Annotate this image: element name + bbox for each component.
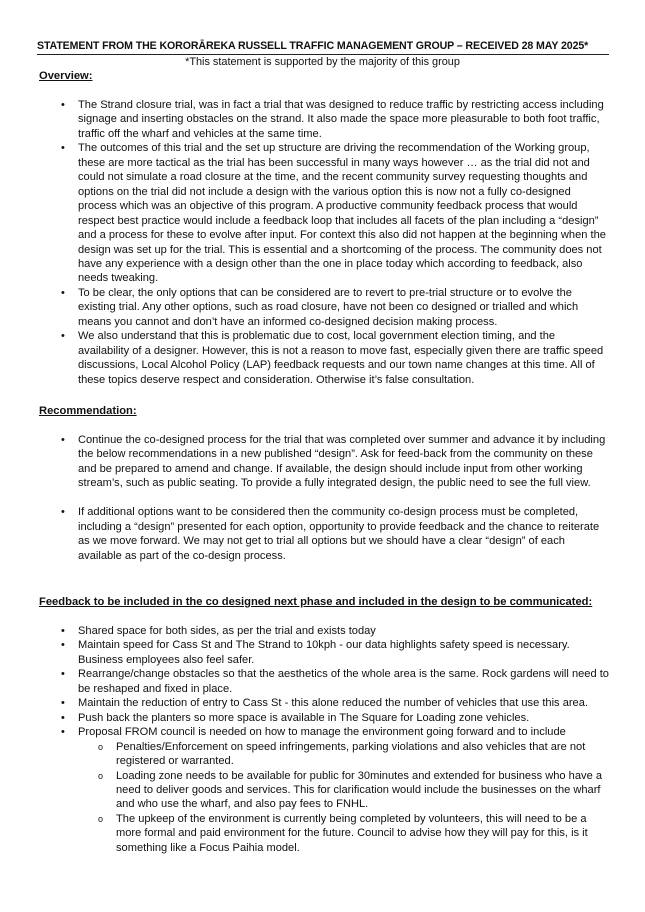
feedback-item-text: Shared space for both sides, as per the trial and exists today: [78, 625, 376, 637]
feedback-list: [39, 624, 609, 855]
feedback-heading: Feedback to be included in the co designed next phase and included in the design to be communicated:: [39, 596, 593, 608]
sub-bullet-marker: o: [98, 770, 104, 781]
feedback-item-text: Push back the planters so more space is available in The Square for Loading zone vehicles.: [78, 711, 530, 724]
overview-item-text: We also understand that this is problematic due to cost, local government election timing, and the availability of a designer. However, this is not a reason to move fast, especially given there are traffic speed discussions, Local Alcohol Policy (LAP) feedback requests and our town name changes at this time. All of these topics deserve respect and consideration. Otherwise it’s false consultation.: [78, 330, 604, 386]
feedback-subitem: [78, 740, 609, 769]
bullet-marker: •: [61, 286, 65, 299]
recommendation-heading: Recommendation:: [39, 405, 137, 417]
feedback-item: [39, 667, 609, 696]
feedback-subitem-text: Penalties/Enforcement on speed infringements, parking violations and also vehicles that are not registered or warranted.: [116, 740, 586, 768]
sub-bullet-marker: o: [98, 813, 104, 824]
feedback-sublist: [78, 740, 609, 856]
list-spacer: [39, 491, 609, 505]
overview-item: [39, 141, 609, 286]
bullet-marker: •: [61, 697, 65, 710]
bullet-marker: •: [61, 668, 65, 681]
overview-item-text: The outcomes of this trial and the set up structure are driving the recommendation of the Working group, these are more tactical as the trial has been successful in many ways however … as the trial did not and could not simulate a road closure at the time, and the recent community survey requesting thoughts and options on the trial did not include a design with the various option this is now not a fully co-designed process which was an objective of this program. A productive community feedback process that would respect best practice would include a feedback loop that includes all facets of the plan including a “design” and a process for these to evolve after input. For context this also did not happen at the beginning when the design was set up for the trial. This is essential and a shortcoming of the process. The community does not have any experience with a design other than the one in place today which according to feedback, also needs tweaking.: [78, 142, 606, 285]
document-subtitle: *This statement is supported by the majority of this group: [185, 56, 460, 68]
feedback-item-text: Maintain speed for Cass St and The Strand to 10kph - our data highlights safety speed is necessary. Business employees also feel safer.: [78, 639, 570, 666]
feedback-subitem-text: The upkeep of the environment is currently being completed by volunteers, this will need to be a more formal and paid environment for the future. Council to advise how they will pay for this, is it something like a Focus Paihia model.: [116, 812, 588, 854]
sub-bullet-marker: o: [98, 741, 104, 752]
bullet-marker: •: [61, 639, 65, 652]
bullet-marker: •: [61, 711, 65, 724]
feedback-item-text: Rearrange/change obstacles so that the aesthetics of the whole area is the same. Rock gardens will need to be reshaped and fixed in place.: [78, 668, 609, 695]
recommendation-item-text: If additional options want to be considered then the community co-design process must be completed, including a “design” presented for each option, opportunity to provide feedback and the chance to reiterate as we move forward. We may not get to trial all options but we should have a clear “design” of each available as part of the co-design process.: [78, 506, 600, 562]
feedback-item: [39, 725, 609, 855]
feedback-item: [39, 624, 609, 638]
recommendation-list: [39, 433, 609, 563]
overview-item-text: To be clear, the only options that can be considered are to revert to pre-trial structure or to evolve the existing trial. Any other options, such as road closure, have not been co designed or trialled and which means you cannot and don’t have an informed co-designed decision making process.: [78, 286, 579, 328]
overview-item: [39, 98, 609, 141]
overview-item: [39, 286, 609, 329]
overview-item-text: The Strand closure trial, was in fact a trial that was designed to reduce traffic by restricting access including signage and inserting obstacles on the strand. It also made the space more pleasurable to both foot traffic, traffic off the wharf and vehicles at the same time.: [78, 99, 604, 140]
bullet-marker: •: [61, 726, 65, 739]
feedback-item: [39, 696, 609, 710]
overview-heading: Overview:: [39, 70, 93, 82]
overview-list: [39, 98, 609, 387]
feedback-subitem: [78, 769, 609, 812]
recommendation-item: [39, 505, 609, 563]
document-title: STATEMENT FROM THE KORORĀREKA RUSSELL TRAFFIC MANAGEMENT GROUP – RECEIVED 28 MAY 2025*: [37, 40, 589, 52]
feedback-item-text: Proposal FROM council is needed on how to manage the environment going forward and to include: [78, 726, 566, 739]
bullet-marker: •: [61, 625, 65, 637]
feedback-subitem: [78, 812, 609, 855]
feedback-subitem-text: Loading zone needs to be available for public for 30minutes and extended for business who have a need to deliver goods and services. This for clarification would include the businesses on the wharf and who use the wharf, and also pay fees to FNHL.: [116, 769, 602, 811]
bullet-marker: •: [61, 99, 65, 111]
recommendation-item: [39, 433, 609, 491]
bullet-marker: •: [61, 434, 65, 446]
feedback-item: [39, 638, 609, 667]
overview-item: [39, 329, 609, 387]
feedback-item-text: Maintain the reduction of entry to Cass St - this alone reduced the number of vehicles that use this area.: [78, 697, 588, 710]
feedback-item: [39, 711, 609, 725]
recommendation-item-text: Continue the co-designed process for the trial that was completed over summer and advance it by including the below recommendations in a new published “design”. Ask for feed-back from the community on these and be prepared to amend and change. If available, the design should include input from other working stream’s, such as public seating. To provide a fully integrated design, the public need to see the full view.: [78, 434, 606, 490]
bullet-marker: •: [61, 330, 65, 343]
bullet-marker: •: [61, 142, 65, 155]
bullet-marker: •: [61, 506, 65, 519]
